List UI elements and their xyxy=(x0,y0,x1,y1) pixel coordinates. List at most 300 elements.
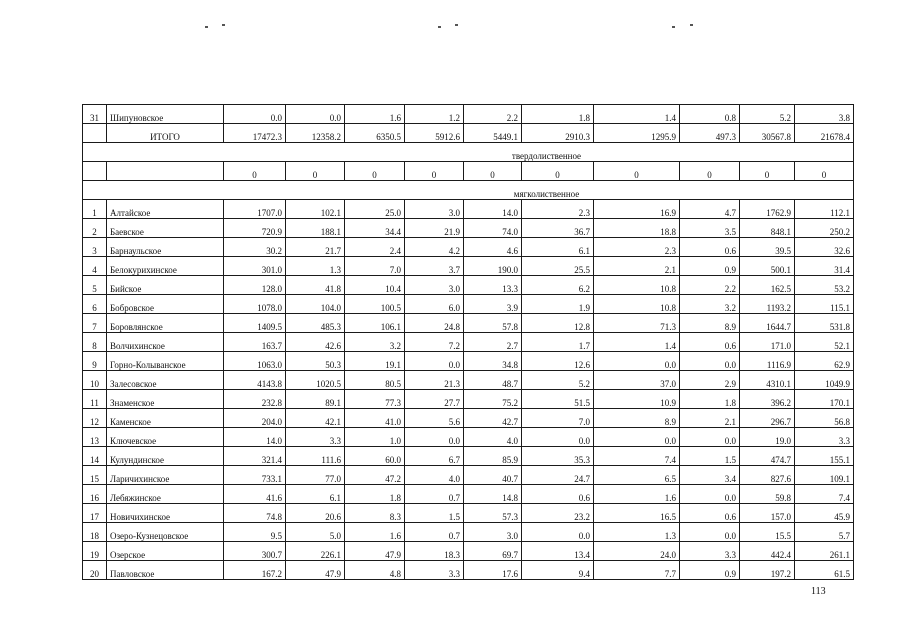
cell-value: 4310.1 xyxy=(740,371,795,390)
section-header-hardwood xyxy=(83,143,854,162)
cell-value: 128.0 xyxy=(224,276,286,295)
cell-value: 62.9 xyxy=(795,352,854,371)
cell-value: 0.0 xyxy=(594,428,680,447)
cell-value: 163.7 xyxy=(224,333,286,352)
row-name: Баевское xyxy=(107,219,224,238)
cell-value: 57.8 xyxy=(464,314,522,333)
cell-value: 8.3 xyxy=(345,504,405,523)
table-row xyxy=(83,466,854,485)
row-number: 11 xyxy=(83,390,107,409)
cell-value: 9.5 xyxy=(224,523,286,542)
cell-value: 25.5 xyxy=(522,257,594,276)
cell-value: 1.9 xyxy=(522,295,594,314)
row-number: 31 xyxy=(83,105,107,124)
cell-value: 17472.3 xyxy=(224,124,286,143)
cell-value: 1.3 xyxy=(286,257,345,276)
empty-cell xyxy=(83,124,107,143)
cell-value: 21.7 xyxy=(286,238,345,257)
cell-value: 2.3 xyxy=(594,238,680,257)
cell-value: 1.5 xyxy=(405,504,464,523)
cell-value: 45.9 xyxy=(795,504,854,523)
cell-value: 41.8 xyxy=(286,276,345,295)
cell-value: 27.7 xyxy=(405,390,464,409)
cell-value: 1.8 xyxy=(345,485,405,504)
row-name: Бобровское xyxy=(107,295,224,314)
cell-value: 485.3 xyxy=(286,314,345,333)
cell-value: 5912.6 xyxy=(405,124,464,143)
cell-value: 57.3 xyxy=(464,504,522,523)
cell-value: 1762.9 xyxy=(740,200,795,219)
cell-value: 170.1 xyxy=(795,390,854,409)
cell-value: 115.1 xyxy=(795,295,854,314)
empty-cell xyxy=(107,162,224,181)
row-number: 6 xyxy=(83,295,107,314)
forest-data-table xyxy=(82,104,854,580)
cell-value: 7.7 xyxy=(594,561,680,580)
cell-value: 17.6 xyxy=(464,561,522,580)
cell-value: 3.3 xyxy=(795,428,854,447)
page-number: 113 xyxy=(811,586,826,597)
cell-value: 18.8 xyxy=(594,219,680,238)
row-number: 10 xyxy=(83,371,107,390)
cell-value: 4.7 xyxy=(680,200,740,219)
cell-value: 0 xyxy=(795,162,854,181)
cell-value: 0 xyxy=(286,162,345,181)
cell-value: 171.0 xyxy=(740,333,795,352)
cell-value: 7.0 xyxy=(522,409,594,428)
cell-value: 1.6 xyxy=(594,485,680,504)
cell-value: 497.3 xyxy=(680,124,740,143)
cell-value: 3.3 xyxy=(286,428,345,447)
row-name: Бийское xyxy=(107,276,224,295)
cell-value: 42.1 xyxy=(286,409,345,428)
table-row xyxy=(83,409,854,428)
cell-value: 32.6 xyxy=(795,238,854,257)
row-number: 4 xyxy=(83,257,107,276)
scan-mark xyxy=(438,26,441,28)
row-name: Шипуновское xyxy=(107,105,224,124)
cell-value: 3.7 xyxy=(405,257,464,276)
cell-value: 6.0 xyxy=(405,295,464,314)
cell-value: 0.0 xyxy=(680,485,740,504)
row-number: 14 xyxy=(83,447,107,466)
cell-value: 0.0 xyxy=(224,105,286,124)
cell-value: 2.1 xyxy=(680,409,740,428)
cell-value: 10.4 xyxy=(345,276,405,295)
cell-value: 80.5 xyxy=(345,371,405,390)
cell-value: 12358.2 xyxy=(286,124,345,143)
cell-value: 3.9 xyxy=(464,295,522,314)
cell-value: 111.6 xyxy=(286,447,345,466)
row-number: 13 xyxy=(83,428,107,447)
cell-value: 16.9 xyxy=(594,200,680,219)
cell-value: 1644.7 xyxy=(740,314,795,333)
section-title: твердолиственное xyxy=(83,143,854,162)
cell-value: 321.4 xyxy=(224,447,286,466)
cell-value: 60.0 xyxy=(345,447,405,466)
table-row xyxy=(83,542,854,561)
cell-value: 3.3 xyxy=(680,542,740,561)
row-name: Барнаульское xyxy=(107,238,224,257)
table-row xyxy=(83,295,854,314)
row-name: Белокурихинское xyxy=(107,257,224,276)
row-number: 12 xyxy=(83,409,107,428)
cell-value: 74.8 xyxy=(224,504,286,523)
cell-value: 47.9 xyxy=(286,561,345,580)
cell-value: 6350.5 xyxy=(345,124,405,143)
cell-value: 71.3 xyxy=(594,314,680,333)
cell-value: 7.4 xyxy=(795,485,854,504)
cell-value: 47.2 xyxy=(345,466,405,485)
cell-value: 6.1 xyxy=(286,485,345,504)
cell-value: 0 xyxy=(464,162,522,181)
cell-value: 6.1 xyxy=(522,238,594,257)
header-scan-marks xyxy=(0,24,905,34)
cell-value: 21.3 xyxy=(405,371,464,390)
cell-value: 2.3 xyxy=(522,200,594,219)
cell-value: 474.7 xyxy=(740,447,795,466)
cell-value: 1.7 xyxy=(522,333,594,352)
cell-value: 15.5 xyxy=(740,523,795,542)
cell-value: 3.2 xyxy=(680,295,740,314)
cell-value: 1707.0 xyxy=(224,200,286,219)
cell-value: 13.3 xyxy=(464,276,522,295)
cell-value: 10.9 xyxy=(594,390,680,409)
cell-value: 9.4 xyxy=(522,561,594,580)
cell-value: 34.8 xyxy=(464,352,522,371)
cell-value: 1.0 xyxy=(345,428,405,447)
row-number: 1 xyxy=(83,200,107,219)
cell-value: 3.8 xyxy=(795,105,854,124)
cell-value: 300.7 xyxy=(224,542,286,561)
cell-value: 0.6 xyxy=(680,333,740,352)
cell-value: 20.6 xyxy=(286,504,345,523)
cell-value: 1.8 xyxy=(522,105,594,124)
cell-value: 0.9 xyxy=(680,257,740,276)
cell-value: 50.3 xyxy=(286,352,345,371)
table-row-top xyxy=(83,105,854,124)
cell-value: 21.9 xyxy=(405,219,464,238)
cell-value: 5.2 xyxy=(522,371,594,390)
row-number: 15 xyxy=(83,466,107,485)
cell-value: 52.1 xyxy=(795,333,854,352)
cell-value: 42.7 xyxy=(464,409,522,428)
cell-value: 0.0 xyxy=(594,352,680,371)
cell-value: 8.9 xyxy=(680,314,740,333)
row-number: 9 xyxy=(83,352,107,371)
scan-mark xyxy=(222,24,225,26)
row-name: Лебяжинское xyxy=(107,485,224,504)
cell-value: 14.0 xyxy=(464,200,522,219)
table-row xyxy=(83,523,854,542)
cell-value: 4.6 xyxy=(464,238,522,257)
cell-value: 232.8 xyxy=(224,390,286,409)
cell-value: 24.8 xyxy=(405,314,464,333)
cell-value: 162.5 xyxy=(740,276,795,295)
cell-value: 77.0 xyxy=(286,466,345,485)
cell-value: 0.9 xyxy=(680,561,740,580)
cell-value: 59.8 xyxy=(740,485,795,504)
table-row xyxy=(83,561,854,580)
row-number: 5 xyxy=(83,276,107,295)
cell-value: 500.1 xyxy=(740,257,795,276)
cell-value: 10.8 xyxy=(594,276,680,295)
cell-value: 4143.8 xyxy=(224,371,286,390)
row-name: Каменское xyxy=(107,409,224,428)
cell-value: 14.8 xyxy=(464,485,522,504)
cell-value: 5.0 xyxy=(286,523,345,542)
cell-value: 6.7 xyxy=(405,447,464,466)
cell-value: 6.2 xyxy=(522,276,594,295)
row-number: 18 xyxy=(83,523,107,542)
table-row xyxy=(83,257,854,276)
section-title: мягколиственное xyxy=(83,181,854,200)
cell-value: 0 xyxy=(594,162,680,181)
cell-value: 3.0 xyxy=(405,276,464,295)
cell-value: 35.3 xyxy=(522,447,594,466)
scan-mark xyxy=(205,26,208,28)
cell-value: 1.4 xyxy=(594,105,680,124)
cell-value: 204.0 xyxy=(224,409,286,428)
cell-value: 2.2 xyxy=(464,105,522,124)
cell-value: 10.8 xyxy=(594,295,680,314)
cell-value: 5.7 xyxy=(795,523,854,542)
cell-value: 250.2 xyxy=(795,219,854,238)
cell-value: 2.7 xyxy=(464,333,522,352)
cell-value: 5.6 xyxy=(405,409,464,428)
cell-value: 301.0 xyxy=(224,257,286,276)
cell-value: 188.1 xyxy=(286,219,345,238)
cell-value: 3.4 xyxy=(680,466,740,485)
cell-value: 8.9 xyxy=(594,409,680,428)
row-name: Залесовское xyxy=(107,371,224,390)
table-row xyxy=(83,238,854,257)
cell-value: 102.1 xyxy=(286,200,345,219)
table-row xyxy=(83,485,854,504)
cell-value: 1295.9 xyxy=(594,124,680,143)
cell-value: 12.8 xyxy=(522,314,594,333)
cell-value: 0.6 xyxy=(522,485,594,504)
cell-value: 0.0 xyxy=(680,352,740,371)
table-row xyxy=(83,504,854,523)
cell-value: 0.8 xyxy=(680,105,740,124)
cell-value: 0 xyxy=(224,162,286,181)
cell-value: 226.1 xyxy=(286,542,345,561)
cell-value: 14.0 xyxy=(224,428,286,447)
cell-value: 3.0 xyxy=(464,523,522,542)
cell-value: 157.0 xyxy=(740,504,795,523)
table-row xyxy=(83,390,854,409)
cell-value: 0.0 xyxy=(405,428,464,447)
cell-value: 0.6 xyxy=(680,238,740,257)
cell-value: 16.5 xyxy=(594,504,680,523)
row-number: 2 xyxy=(83,219,107,238)
cell-value: 3.0 xyxy=(405,200,464,219)
cell-value: 4.2 xyxy=(405,238,464,257)
cell-value: 19.1 xyxy=(345,352,405,371)
row-name: Боровлянское xyxy=(107,314,224,333)
cell-value: 1116.9 xyxy=(740,352,795,371)
cell-value: 24.0 xyxy=(594,542,680,561)
row-name: Ларичихинское xyxy=(107,466,224,485)
cell-value: 848.1 xyxy=(740,219,795,238)
cell-value: 25.0 xyxy=(345,200,405,219)
cell-value: 23.2 xyxy=(522,504,594,523)
cell-value: 41.6 xyxy=(224,485,286,504)
cell-value: 0.0 xyxy=(286,105,345,124)
cell-value: 6.5 xyxy=(594,466,680,485)
row-name: Озерское xyxy=(107,542,224,561)
row-name: Павловское xyxy=(107,561,224,580)
cell-value: 39.5 xyxy=(740,238,795,257)
cell-value: 2.4 xyxy=(345,238,405,257)
cell-value: 106.1 xyxy=(345,314,405,333)
cell-value: 197.2 xyxy=(740,561,795,580)
cell-value: 0.0 xyxy=(522,428,594,447)
cell-value: 1.3 xyxy=(594,523,680,542)
cell-value: 0 xyxy=(345,162,405,181)
cell-value: 0.0 xyxy=(405,352,464,371)
table-row xyxy=(83,314,854,333)
cell-value: 190.0 xyxy=(464,257,522,276)
cell-value: 827.6 xyxy=(740,466,795,485)
cell-value: 7.4 xyxy=(594,447,680,466)
cell-value: 1078.0 xyxy=(224,295,286,314)
row-number: 19 xyxy=(83,542,107,561)
cell-value: 89.1 xyxy=(286,390,345,409)
cell-value: 53.2 xyxy=(795,276,854,295)
table-row xyxy=(83,352,854,371)
cell-value: 261.1 xyxy=(795,542,854,561)
cell-value: 5.2 xyxy=(740,105,795,124)
cell-value: 0 xyxy=(522,162,594,181)
row-name: Кулундинское xyxy=(107,447,224,466)
cell-value: 31.4 xyxy=(795,257,854,276)
cell-value: 30567.8 xyxy=(740,124,795,143)
cell-value: 4.8 xyxy=(345,561,405,580)
cell-value: 2.1 xyxy=(594,257,680,276)
row-number: 20 xyxy=(83,561,107,580)
table-row xyxy=(83,276,854,295)
cell-value: 1.5 xyxy=(680,447,740,466)
cell-value: 1063.0 xyxy=(224,352,286,371)
cell-value: 13.4 xyxy=(522,542,594,561)
row-number: 16 xyxy=(83,485,107,504)
row-number: 8 xyxy=(83,333,107,352)
cell-value: 0 xyxy=(680,162,740,181)
cell-value: 7.0 xyxy=(345,257,405,276)
cell-value: 1409.5 xyxy=(224,314,286,333)
cell-value: 0 xyxy=(405,162,464,181)
cell-value: 442.4 xyxy=(740,542,795,561)
cell-value: 3.3 xyxy=(405,561,464,580)
empty-cell xyxy=(83,162,107,181)
cell-value: 21678.4 xyxy=(795,124,854,143)
row-name: Алтайское xyxy=(107,200,224,219)
row-name: Новичихинское xyxy=(107,504,224,523)
cell-value: 0.7 xyxy=(405,523,464,542)
row-number: 17 xyxy=(83,504,107,523)
cell-value: 100.5 xyxy=(345,295,405,314)
table-row xyxy=(83,333,854,352)
cell-value: 75.2 xyxy=(464,390,522,409)
cell-value: 0.0 xyxy=(680,523,740,542)
cell-value: 48.7 xyxy=(464,371,522,390)
cell-value: 85.9 xyxy=(464,447,522,466)
cell-value: 109.1 xyxy=(795,466,854,485)
cell-value: 47.9 xyxy=(345,542,405,561)
cell-value: 2.2 xyxy=(680,276,740,295)
cell-value: 37.0 xyxy=(594,371,680,390)
row-name: Волчихинское xyxy=(107,333,224,352)
cell-value: 0.0 xyxy=(680,428,740,447)
cell-value: 3.2 xyxy=(345,333,405,352)
cell-value: 12.6 xyxy=(522,352,594,371)
cell-value: 1.6 xyxy=(345,523,405,542)
cell-value: 104.0 xyxy=(286,295,345,314)
cell-value: 296.7 xyxy=(740,409,795,428)
cell-value: 5449.1 xyxy=(464,124,522,143)
cell-value: 0 xyxy=(740,162,795,181)
cell-value: 69.7 xyxy=(464,542,522,561)
table-row xyxy=(83,371,854,390)
cell-value: 112.1 xyxy=(795,200,854,219)
cell-value: 0.0 xyxy=(522,523,594,542)
cell-value: 19.0 xyxy=(740,428,795,447)
section-header-softwood xyxy=(83,181,854,200)
scan-mark xyxy=(690,24,693,26)
cell-value: 0.6 xyxy=(680,504,740,523)
table-row xyxy=(83,219,854,238)
row-name: Горно-Колыванское xyxy=(107,352,224,371)
table-row xyxy=(83,200,854,219)
cell-value: 155.1 xyxy=(795,447,854,466)
cell-value: 1.8 xyxy=(680,390,740,409)
table-row-hardwood-zeros xyxy=(83,162,854,181)
total-label: ИТОГО xyxy=(107,124,224,143)
row-name: Озеро-Кузнецовское xyxy=(107,523,224,542)
row-number: 7 xyxy=(83,314,107,333)
cell-value: 733.1 xyxy=(224,466,286,485)
cell-value: 18.3 xyxy=(405,542,464,561)
cell-value: 1.2 xyxy=(405,105,464,124)
cell-value: 167.2 xyxy=(224,561,286,580)
cell-value: 396.2 xyxy=(740,390,795,409)
cell-value: 51.5 xyxy=(522,390,594,409)
row-number: 3 xyxy=(83,238,107,257)
cell-value: 36.7 xyxy=(522,219,594,238)
table-row xyxy=(83,428,854,447)
table-row xyxy=(83,447,854,466)
cell-value: 40.7 xyxy=(464,466,522,485)
cell-value: 0.7 xyxy=(405,485,464,504)
cell-value: 42.6 xyxy=(286,333,345,352)
cell-value: 74.0 xyxy=(464,219,522,238)
cell-value: 30.2 xyxy=(224,238,286,257)
cell-value: 1193.2 xyxy=(740,295,795,314)
cell-value: 2.9 xyxy=(680,371,740,390)
row-name: Знаменское xyxy=(107,390,224,409)
row-name: Ключевское xyxy=(107,428,224,447)
table-body xyxy=(83,105,854,580)
scan-mark xyxy=(672,26,675,28)
cell-value: 56.8 xyxy=(795,409,854,428)
cell-value: 4.0 xyxy=(464,428,522,447)
scan-mark xyxy=(455,24,458,26)
cell-value: 531.8 xyxy=(795,314,854,333)
cell-value: 7.2 xyxy=(405,333,464,352)
cell-value: 34.4 xyxy=(345,219,405,238)
